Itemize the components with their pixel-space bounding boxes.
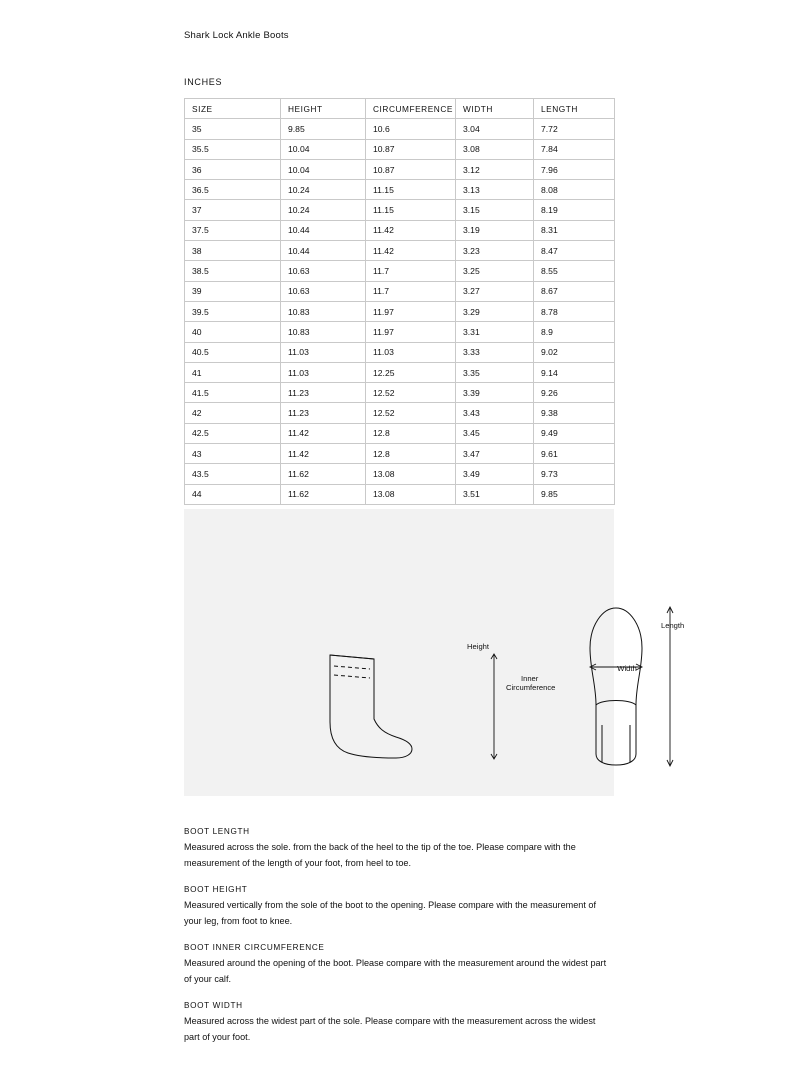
table-cell: 3.45 [456,423,534,443]
table-row [185,403,615,423]
table-cell: 9.73 [534,464,615,484]
table-cell: 12.8 [366,444,456,464]
table-cell: 9.85 [534,484,615,504]
table-row [185,322,615,342]
column-header-size: SIZE [185,99,281,119]
size-chart-table [184,98,615,505]
label-inner-circumference-line1: Inner [521,674,539,683]
table-row [185,180,615,200]
table-cell: 8.31 [534,220,615,240]
table-cell: 8.55 [534,261,615,281]
column-header-height: HEIGHT [281,99,366,119]
table-cell: 10.83 [281,301,366,321]
table-cell: 3.08 [456,139,534,159]
table-cell: 43.5 [185,464,281,484]
table-cell: 10.44 [281,220,366,240]
label-length: Length [661,621,685,630]
table-cell: 11.97 [366,322,456,342]
label-width: Width [617,664,637,673]
table-cell: 36.5 [185,180,281,200]
table-cell: 3.15 [456,200,534,220]
table-cell: 8.19 [534,200,615,220]
table-cell: 7.72 [534,119,615,139]
note-block [184,827,609,871]
table-cell: 13.08 [366,464,456,484]
table-cell: 11.03 [366,342,456,362]
table-row [185,159,615,179]
table-cell: 11.42 [366,220,456,240]
table-row [185,484,615,504]
table-cell: 8.47 [534,241,615,261]
table-cell: 11.03 [281,362,366,382]
table-cell: 3.49 [456,464,534,484]
measurement-diagram [184,509,685,796]
column-header-circumference: CIRCUMFERENCE [366,99,456,119]
table-row [185,423,615,443]
table-cell: 3.33 [456,342,534,362]
table-cell: 3.43 [456,403,534,423]
table-cell: 42.5 [185,423,281,443]
table-cell: 3.35 [456,362,534,382]
column-header-length: LENGTH [534,99,615,119]
table-cell: 36 [185,159,281,179]
table-cell: 8.08 [534,180,615,200]
note-heading: BOOT WIDTH [184,1001,243,1010]
table-cell: 42 [185,403,281,423]
unit-label: INCHES [184,77,223,87]
table-row [185,444,615,464]
table-cell: 11.23 [281,383,366,403]
table-cell: 10.6 [366,119,456,139]
table-cell: 12.52 [366,403,456,423]
note-heading: BOOT HEIGHT [184,885,248,894]
table-cell: 39 [185,281,281,301]
table-cell: 44 [185,484,281,504]
table-cell: 41.5 [185,383,281,403]
table-cell: 40 [185,322,281,342]
table-row [185,362,615,382]
table-cell: 11.42 [281,423,366,443]
table-cell: 35.5 [185,139,281,159]
table-cell: 43 [185,444,281,464]
table-cell: 10.63 [281,261,366,281]
table-cell: 13.08 [366,484,456,504]
column-header-width: WIDTH [456,99,534,119]
label-inner-circumference-line2: Circumference [506,683,556,692]
table-cell: 8.78 [534,301,615,321]
table-cell: 9.49 [534,423,615,443]
table-row [185,464,615,484]
table-row [185,220,615,240]
table-cell: 11.23 [281,403,366,423]
table-cell: 9.85 [281,119,366,139]
note-block [184,1001,609,1045]
table-cell: 9.26 [534,383,615,403]
label-height: Height [467,642,489,651]
measurement-notes [184,827,609,1059]
table-cell: 11.97 [366,301,456,321]
table-cell: 11.62 [281,484,366,504]
table-cell: 3.13 [456,180,534,200]
note-body: Measured across the sole. from the back of the heel to the tip of the toe. Please compare with the measurement of the length of your foot, from heel to toe. [184,842,576,868]
table-row [185,119,615,139]
note-block [184,885,609,929]
table-cell: 3.47 [456,444,534,464]
table-cell: 3.25 [456,261,534,281]
table-cell: 11.03 [281,342,366,362]
note-body: Measured across the widest part of the sole. Please compare with the measurement across the widest part of your foot. [184,1016,596,1042]
table-row [185,281,615,301]
note-heading: BOOT LENGTH [184,827,250,836]
table-cell: 3.31 [456,322,534,342]
table-cell: 3.29 [456,301,534,321]
table-cell: 10.24 [281,180,366,200]
note-heading: BOOT INNER CIRCUMFERENCE [184,943,325,952]
table-cell: 35 [185,119,281,139]
table-cell: 9.02 [534,342,615,362]
table-cell: 11.7 [366,261,456,281]
table-cell: 9.38 [534,403,615,423]
table-cell: 39.5 [185,301,281,321]
table-cell: 10.24 [281,200,366,220]
table-cell: 11.42 [281,444,366,464]
note-block [184,943,609,987]
table-cell: 3.12 [456,159,534,179]
page-title: Shark Lock Ankle Boots [184,30,289,41]
table-cell: 8.9 [534,322,615,342]
table-cell: 11.15 [366,180,456,200]
table-cell: 11.62 [281,464,366,484]
table-cell: 7.96 [534,159,615,179]
table-cell: 11.7 [366,281,456,301]
table-row [185,241,615,261]
table-cell: 10.87 [366,139,456,159]
table-row [185,261,615,281]
table-cell: 12.8 [366,423,456,443]
table-cell: 10.44 [281,241,366,261]
table-cell: 11.42 [366,241,456,261]
table-cell: 10.63 [281,281,366,301]
table-cell: 9.61 [534,444,615,464]
table-row [185,200,615,220]
table-cell: 12.52 [366,383,456,403]
table-cell: 8.67 [534,281,615,301]
table-cell: 9.14 [534,362,615,382]
table-cell: 3.51 [456,484,534,504]
table-cell: 37.5 [185,220,281,240]
table-row [185,342,615,362]
table-header-row [185,99,615,119]
note-body: Measured vertically from the sole of the boot to the opening. Please compare with the measurement of your leg, from foot to knee. [184,900,596,926]
table-cell: 3.04 [456,119,534,139]
table-cell: 3.39 [456,383,534,403]
table-cell: 40.5 [185,342,281,362]
note-body: Measured around the opening of the boot. Please compare with the measurement around the widest part of your calf. [184,958,607,984]
table-cell: 10.87 [366,159,456,179]
table-cell: 3.19 [456,220,534,240]
table-cell: 10.04 [281,159,366,179]
table-cell: 10.04 [281,139,366,159]
table-cell: 38.5 [185,261,281,281]
table-cell: 10.83 [281,322,366,342]
table-cell: 41 [185,362,281,382]
table-row [185,139,615,159]
table-cell: 3.27 [456,281,534,301]
table-row [185,301,615,321]
table-cell: 11.15 [366,200,456,220]
table-cell: 3.23 [456,241,534,261]
table-cell: 7.84 [534,139,615,159]
table-row [185,383,615,403]
table-cell: 38 [185,241,281,261]
table-cell: 12.25 [366,362,456,382]
table-cell: 37 [185,200,281,220]
